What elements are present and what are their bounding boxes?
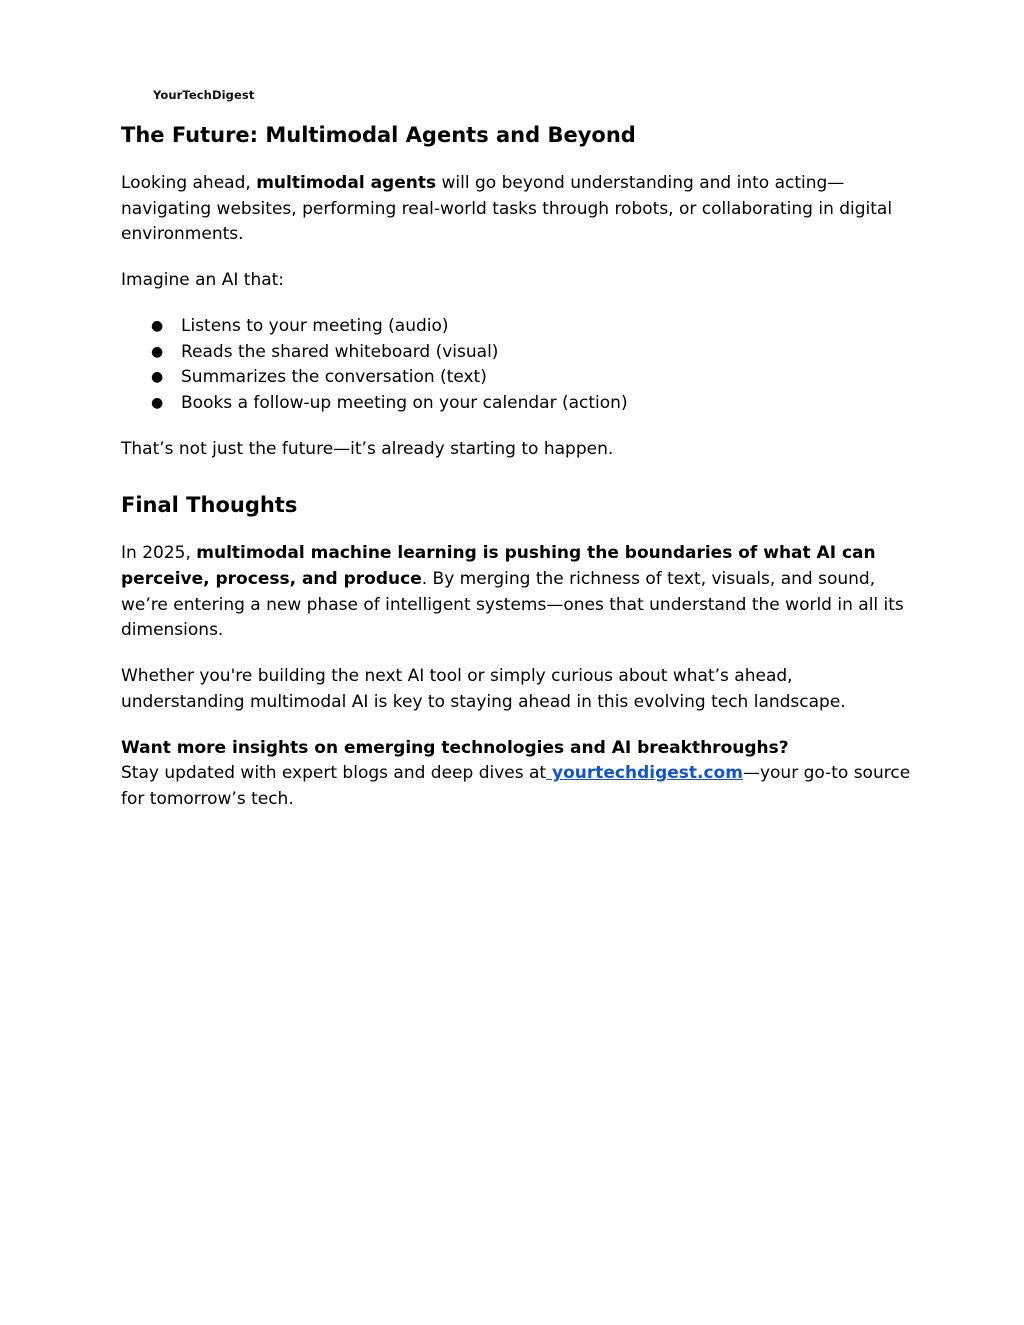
article-body bbox=[121, 118, 911, 813]
list-item-text: Listens to your meeting (audio) bbox=[181, 315, 449, 336]
intro-bold: multimodal agents bbox=[256, 173, 437, 193]
capability-list bbox=[121, 314, 911, 417]
intro-suffix: will go beyond understanding and into acting—navigating websites, performing real-world tasks through robots, or collaborating in digital environments. bbox=[121, 173, 893, 245]
list-item-text: Summarizes the conversation (text) bbox=[181, 367, 487, 388]
paragraph-future-intro bbox=[121, 171, 911, 248]
paragraph-final-1 bbox=[121, 541, 911, 644]
paragraph-final-2: Whether you're building the next AI tool or simply curious about what’s ahead, understanding multimodal AI is key to staying ahead in this evolving tech landscape. bbox=[121, 666, 846, 712]
list-item bbox=[121, 365, 911, 391]
intro-prefix: Looking ahead, bbox=[121, 173, 257, 193]
list-item bbox=[121, 340, 911, 366]
list-item bbox=[121, 314, 911, 340]
para1-bold: multimodal machine learning is pushing the boundaries of what AI can perceive, process, and produce bbox=[121, 543, 876, 590]
heading-future: The Future: Multimodal Agents and Beyond bbox=[121, 123, 636, 147]
bullet-icon: ● bbox=[151, 394, 164, 411]
bullet-icon: ● bbox=[151, 343, 164, 360]
cta-suffix: —your go-to source for tomorrow’s tech. bbox=[121, 763, 911, 809]
list-item-text: Books a follow-up meeting on your calendar (action) bbox=[181, 392, 628, 413]
paragraph-closing: That’s not just the future—it’s already starting to happen. bbox=[121, 438, 614, 459]
cta-prefix: Stay updated with expert blogs and deep dives at bbox=[121, 763, 547, 784]
bullet-icon: ● bbox=[151, 369, 164, 386]
list-item bbox=[121, 391, 911, 417]
para1-suffix: . By merging the richness of text, visuals, and sound, we’re entering a new phase of intelligent systems—ones that understand the world in all its dimensions. bbox=[121, 569, 904, 641]
cta-bold: Want more insights on emerging technologies and AI breakthroughs? bbox=[121, 737, 789, 758]
site-logo: YourTechDigest bbox=[153, 88, 255, 102]
bullet-icon: ● bbox=[151, 317, 164, 334]
para1-prefix: In 2025, bbox=[121, 543, 197, 564]
list-item-text: Reads the shared whiteboard (visual) bbox=[181, 341, 499, 362]
paragraph-cta bbox=[121, 736, 911, 813]
heading-final-thoughts: Final Thoughts bbox=[121, 493, 298, 518]
yourtechdigest-link[interactable]: yourtechdigest.com bbox=[546, 763, 743, 784]
paragraph-imagine: Imagine an AI that: bbox=[121, 270, 285, 291]
